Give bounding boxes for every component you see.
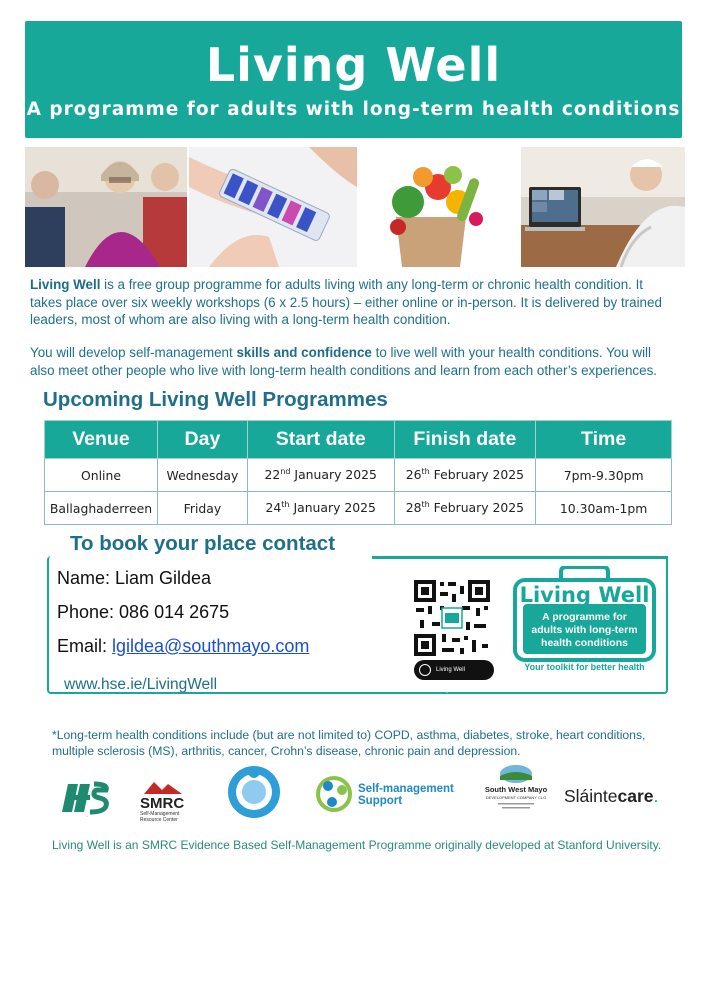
finish-suffix: th xyxy=(421,500,430,510)
photo-online-session xyxy=(521,147,685,267)
sms-line-1: Self-management xyxy=(358,783,454,795)
finish-month: February 2025 xyxy=(429,467,525,483)
qr-code[interactable] xyxy=(412,578,492,658)
cell-start-date xyxy=(247,459,394,492)
cell-day: Wednesday xyxy=(157,459,247,492)
table-row xyxy=(45,492,672,525)
start-suffix: th xyxy=(281,500,290,510)
col-header-start-date: Start date xyxy=(247,421,394,459)
smrc-sub-1: Self-Management xyxy=(140,811,180,817)
contact-box-top-border xyxy=(372,556,668,559)
contact-title: To book your place contact xyxy=(70,532,336,555)
intro-text: is a free group programme for adults living with any long-term or chronic health condition. It takes place over six weekly workshops (6 x 2.5 hours) – either online or in-person. It is delivered by trained leaders, most of whom are also living with a long-term health condition. xyxy=(30,277,662,327)
sms-line-2: Support xyxy=(358,795,403,807)
table-header-row xyxy=(45,421,672,459)
finish-suffix: th xyxy=(421,467,430,477)
intro2-strong: skills and confidence xyxy=(236,345,372,360)
programmes-table xyxy=(44,420,672,525)
slaintecare-dot: . xyxy=(653,786,659,806)
photo-healthy-food xyxy=(358,147,518,267)
self-management-support-text xyxy=(358,783,454,807)
south-west-mayo-logo xyxy=(482,762,550,818)
start-day: 24 xyxy=(265,500,282,516)
photo-group-workshop xyxy=(25,147,187,267)
cell-venue: Online xyxy=(45,459,158,492)
col-header-finish-date: Finish date xyxy=(394,421,536,459)
slaintecare-logo xyxy=(564,786,658,807)
smrc-logo xyxy=(138,780,190,822)
start-month: January 2025 xyxy=(290,467,377,483)
website-link[interactable]: www.hse.ie/LivingWell xyxy=(64,676,218,693)
toolkit-sub-2: adults with long-term xyxy=(531,624,638,636)
contact-email-line xyxy=(57,636,309,657)
cell-start-date xyxy=(247,492,394,525)
cell-time: 7pm-9.30pm xyxy=(536,459,672,492)
toolkit-sub-1: A programme for xyxy=(542,611,627,623)
start-suffix: nd xyxy=(280,467,291,477)
qr-caption-pill xyxy=(414,660,494,693)
email-link[interactable]: lgildea@southmayo.com xyxy=(112,636,310,656)
programmes-title: Upcoming Living Well Programmes xyxy=(43,388,388,411)
stanford-credit: Living Well is an SMRC Evidence Based Self-Management Programme originally developed at Stanford University. xyxy=(52,838,662,852)
table-row xyxy=(45,459,672,492)
start-day: 22 xyxy=(264,467,281,483)
intro2-rest: to live well with your health conditions. You will also meet other people who live with long-term health conditions and learn from each other’s experiences. xyxy=(30,345,657,378)
toolkit-tagline: Your toolkit for better health xyxy=(524,662,645,672)
start-month: January 2025 xyxy=(289,500,376,516)
cell-time: 10.30am-1pm xyxy=(536,492,672,525)
intro-paragraph-2 xyxy=(30,344,678,379)
photo-pill-organiser xyxy=(189,147,357,267)
col-header-venue: Venue xyxy=(45,421,158,459)
conditions-footnote: *Long-term health conditions include (but are not limited to) COPD, asthma, diabetes, stroke, heart conditions, multiple sclerosis (MS), arthritis, cancer, Crohn’s disease, chronic pain and depression. xyxy=(52,728,646,758)
cell-venue: Ballaghaderreen xyxy=(45,492,158,525)
finish-day: 26 xyxy=(405,467,422,483)
page-title: Living Well xyxy=(205,38,502,92)
swm-line-1: South West Mayo xyxy=(484,785,548,794)
toolkit-title: Living Well xyxy=(519,583,650,607)
national-framework-logo xyxy=(224,764,284,820)
intro2-start: You will develop self-management xyxy=(30,345,237,360)
smrc-sub-2: Resource Center xyxy=(140,817,178,822)
partner-logos xyxy=(58,760,668,820)
header-banner xyxy=(25,21,682,138)
col-header-day: Day xyxy=(157,421,247,459)
toolkit-sub-3: health conditions xyxy=(541,637,628,649)
contact-name: Name: Liam Gildea xyxy=(57,568,212,588)
slaintecare-light: Sláinte xyxy=(564,786,618,806)
hse-logo xyxy=(58,778,114,818)
col-header-time: Time xyxy=(536,421,672,459)
intro-paragraph-1 xyxy=(30,276,678,329)
page-subtitle: A programme for adults with long-term health conditions xyxy=(26,99,681,120)
cell-finish-date xyxy=(394,459,536,492)
finish-month: February 2025 xyxy=(429,500,525,516)
qr-caption: Living Well Programme xyxy=(436,667,468,693)
swm-line-2: DEVELOPMENT COMPANY CLG xyxy=(485,795,547,800)
contact-phone: Phone: 086 014 2675 xyxy=(57,602,230,622)
slaintecare-bold: care xyxy=(617,786,654,806)
finish-day: 28 xyxy=(405,500,422,516)
intro-strong: Living Well xyxy=(30,277,101,292)
hse-logo-text: HSE xyxy=(86,817,89,818)
smrc-text: SMRC xyxy=(140,795,185,812)
cell-finish-date xyxy=(394,492,536,525)
email-label: Email: xyxy=(57,636,113,656)
self-management-support-icon xyxy=(314,772,356,812)
cell-day: Friday xyxy=(157,492,247,525)
phone-scan-icon xyxy=(419,664,431,676)
